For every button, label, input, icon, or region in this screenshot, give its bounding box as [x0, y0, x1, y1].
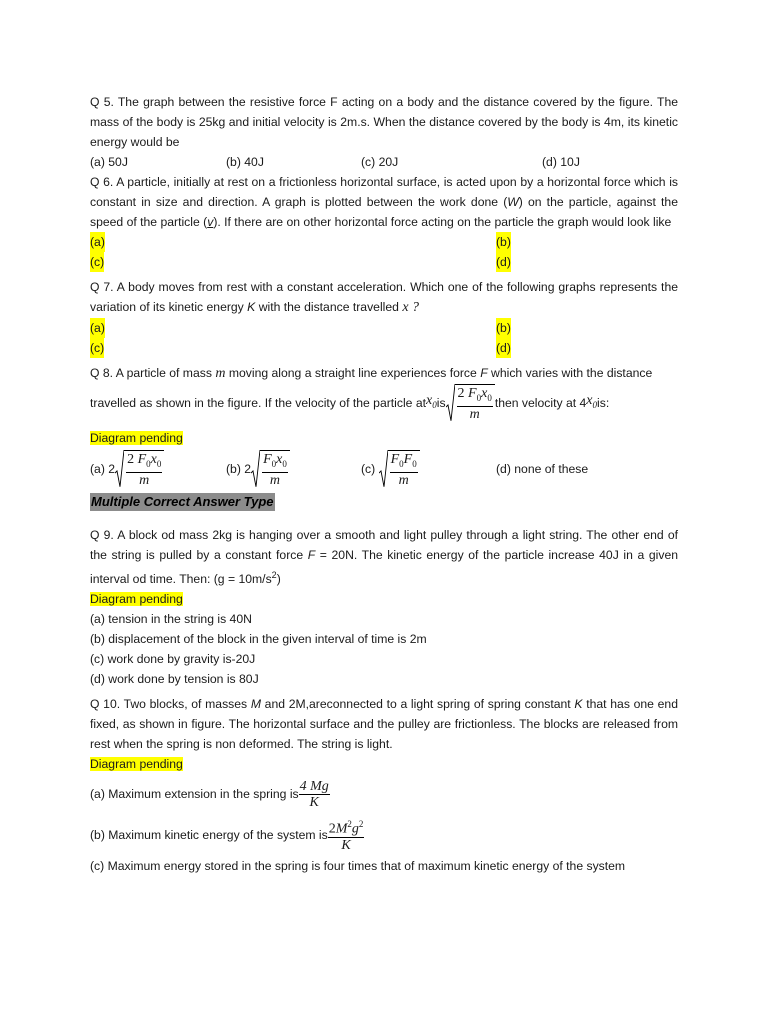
q8-option-a: [90, 448, 164, 490]
radical-sign-icon: [115, 450, 124, 488]
radical-sign-icon: [446, 384, 455, 422]
q10-option-b-text: (b) Maximum kinetic energy of the system is: [90, 828, 328, 843]
q10-text-2: and 2M,areconnected to a light spring of spring constant: [260, 697, 575, 712]
q8-x0-symbol: $x_0$: [426, 393, 437, 410]
question-5-options: [90, 152, 678, 172]
q6-text-1: Q 6. A particle, initially at rest on a frictionless horizontal surface, is acted upon by a horizontal force which is constant in size and direction. A graph is plotted between the work done (: [90, 175, 678, 209]
q8-4x0-symbol: $x_0$: [586, 393, 598, 410]
q10-option-c: (c) Maximum energy stored in the spring is four times that of maximum kinetic energy of the system: [90, 859, 626, 874]
q8-f-symbol: F: [480, 366, 488, 380]
q9-text-2: = 20N. The kinetic energy of the particle increase 40J in a given interval od time. Then: (g = 10m/s: [90, 548, 679, 587]
q6-options-row-1: [90, 232, 678, 252]
q9-superscript: 2: [271, 570, 277, 580]
q10-text-1: Q 10. Two blocks, of masses: [90, 697, 251, 712]
q10-option-a-numerator: 4 Mg: [299, 778, 329, 794]
q8-diagram-pending: Diagram pending: [90, 431, 183, 445]
q7-text-2: with the distance travelled: [255, 300, 403, 314]
q10-option-a: [90, 774, 678, 814]
q8-text-5: is: [436, 396, 446, 410]
q8-text-2: moving along a straight line experiences force: [225, 366, 481, 380]
radical-sign-icon: [379, 450, 388, 488]
question-5-text: Q 5. The graph between the resistive force F acting on a body and the distance covered by the figure. The mass of the body is 25kg and initial velocity is 2m.s. When the distance covered by the body is 4m, its kinetic energy would be: [90, 95, 678, 149]
q8-text-3: which varies with the distance: [487, 366, 653, 380]
q8-text-1: Q 8. A particle of mass: [90, 366, 216, 380]
q9-text-3: ): [276, 572, 281, 587]
question-9-text: [90, 525, 678, 589]
q8-option-c: [361, 448, 420, 490]
q6-work-symbol: W: [507, 195, 519, 209]
q8-text-7: is:: [597, 396, 610, 410]
q7-option-c: (c): [90, 338, 104, 358]
q7-x-symbol: x ?: [402, 300, 420, 315]
q10-option-b-denominator: K: [328, 837, 365, 853]
section-heading: Multiple Correct Answer Type: [91, 494, 274, 509]
q9-option-c: (c) work done by gravity is-20J: [90, 652, 256, 667]
q8-option-d: [496, 448, 588, 490]
q8-option-c-label: (c): [361, 462, 376, 476]
q9-text-1: Q 9. A block od mass 2kg is hanging over a smooth and light pulley through a light string. The other end of the string is pulled by a constant force: [90, 528, 678, 562]
q8-formula-line: [90, 384, 678, 422]
q6-speed-symbol: v: [207, 215, 214, 229]
q10-option-a-text: (a) Maximum extension in the spring is: [90, 787, 299, 802]
q10-option-a-denominator: K: [299, 794, 330, 810]
q10-k-symbol: K: [574, 697, 583, 712]
q7-options-row-2: [90, 338, 678, 358]
question-10-text: [90, 694, 678, 754]
q7-k-symbol: K: [247, 300, 256, 314]
q5-option-d: (d) 10J: [542, 155, 580, 169]
q8-option-b-label: (b) 2: [226, 462, 252, 476]
q6-text-3: ). If there are on other horizontal force acting on the particle the graph would look like: [213, 215, 672, 229]
q8-text-6: then velocity at 4: [494, 396, 587, 410]
q8-option-a-label: (a) 2: [90, 462, 116, 476]
q8-m-symbol: m: [215, 366, 226, 381]
q9-option-a: (a) tension in the string is 40N: [90, 612, 252, 627]
q9-f-symbol: F: [307, 548, 316, 562]
q9-diagram-pending: Diagram pending: [90, 592, 183, 607]
q8-text-4: travelled as shown in the figure. If the velocity of the particle at: [90, 396, 427, 410]
q8-option-b-expression: $\frac{F_0x_0}{m}$: [251, 450, 290, 488]
q5-option-c: (c) 20J: [361, 155, 399, 169]
document-body: [90, 92, 678, 876]
q6-options-row-2: [90, 252, 678, 272]
q7-options-row-1: [90, 318, 678, 338]
q6-option-a: (a): [90, 232, 105, 252]
q7-option-a: (a): [90, 318, 105, 338]
q7-text-1: Q 7. A body moves from rest with a constant acceleration. Which one of the following graphs represents the variation of its kinetic energy: [90, 280, 678, 314]
q8-options: [90, 448, 678, 490]
q10-option-b-fraction: $\frac{2M^2g^2}{K}$: [328, 819, 364, 853]
question-8-text: [90, 363, 678, 384]
q10-option-a-fraction: [299, 779, 330, 810]
q7-option-b: (b): [496, 318, 511, 338]
q5-option-b: (b) 40J: [226, 155, 264, 169]
q6-text-2: ) on the particle, against the speed of the particle (: [90, 195, 678, 229]
q8-option-d-text: (d) none of these: [496, 462, 589, 476]
question-6-text: [90, 172, 678, 232]
q6-option-b: (b): [496, 232, 511, 252]
q6-option-d: (d): [496, 252, 511, 272]
q8-option-a-expression: $\frac{2 F_0x_0}{m}$: [115, 450, 164, 488]
radical-sign-icon: [251, 450, 260, 488]
q10-m-symbol: M: [250, 697, 261, 712]
q10-text-3: that has one end fixed, as shown in figure. The horizontal surface and the pulley are frictionless. The blocks are released from rest when the spring is non deformed. The string is light.: [90, 697, 678, 752]
q8-velocity-expression: $\frac{2 F_0x_0}{m}$: [446, 384, 495, 422]
q5-option-a: (a) 50J: [90, 155, 128, 169]
q7-option-d: (d): [496, 338, 511, 358]
q8-option-c-expression: $\frac{F_0F_0}{m}$: [379, 450, 420, 488]
q9-option-b: (b) displacement of the block in the given interval of time is 2m: [90, 632, 427, 647]
q8-option-b: [226, 448, 290, 490]
q6-option-c: (c): [90, 252, 104, 272]
question-7-text: [90, 277, 678, 318]
q10-diagram-pending: Diagram pending: [90, 757, 183, 772]
q10-option-b: [90, 814, 678, 856]
q9-option-d: (d) work done by tension is 80J: [90, 672, 259, 687]
